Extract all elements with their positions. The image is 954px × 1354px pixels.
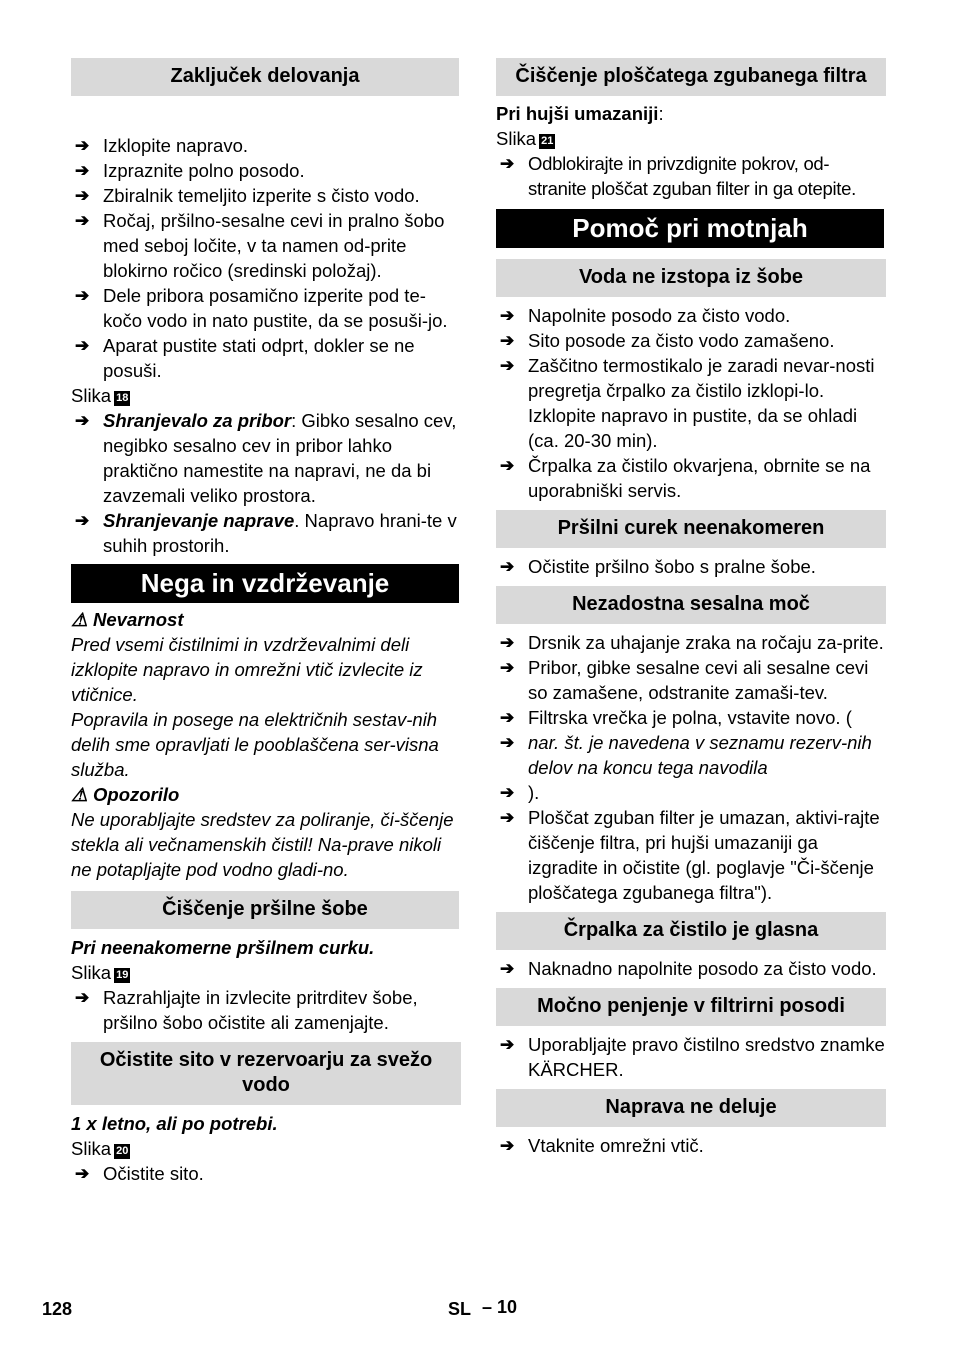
section-heading-sieve: Očistite sito v rezervoarju za svežo vodo [71, 1042, 461, 1105]
arrow-right-icon: ➔ [75, 186, 90, 205]
condition-text: Pri neenakomerne pršilnem curku. [71, 937, 375, 958]
figure-ref: Slika 18 [71, 385, 129, 406]
list-item: ➔ Filtrska vrečka je polna, vstavite novo. ( [500, 707, 852, 728]
list-item: ➔ Očistite sito. [75, 1163, 204, 1184]
list-item: ➔ Uporabljajte pravo čistilno sredstvo znamke KÄRCHER. [500, 1034, 885, 1080]
arrow-right-icon: ➔ [500, 456, 515, 475]
section-heading-pump: Črpalka za čistilo je glasna [496, 912, 886, 950]
section-heading-nozzle: Čiščenje pršilne šobe [71, 891, 459, 929]
list-item: ➔ Očistite pršilno šobo s pralne šobe. [500, 556, 816, 577]
arrow-right-icon: ➔ [500, 633, 515, 652]
list-item: ➔ Drsnik za uhajanje zraka na ročaju za-prite. [500, 632, 884, 653]
arrow-right-icon: ➔ [500, 708, 515, 727]
list-item: ➔ Razrahljajte in izvlecite pritrditev šobe, pršilno šobo očistite ali zamenjajte. [75, 987, 418, 1033]
chapter-heading-maintenance: Nega in vzdrževanje [71, 564, 459, 603]
arrow-right-icon: ➔ [500, 356, 515, 375]
section-heading-not-working: Naprava ne deluje [496, 1089, 886, 1127]
language-code: SL [448, 1299, 472, 1319]
section-heading-no-water: Voda ne izstopa iz šobe [496, 259, 886, 297]
section-heading-shutdown: Zaključek delovanja [71, 58, 459, 96]
list-item: ➔ Ročaj, pršilno-sesalne cevi in pralno šobo med seboj ločite, v ta namen od-prite blokirno ročico (sredinski položaj). [75, 210, 445, 281]
list-item: ➔ Napolnite posodo za čisto vodo. [500, 305, 791, 326]
arrow-right-icon: ➔ [500, 557, 515, 576]
list-item: ➔ Ploščat zguban filter je umazan, aktivi-rajte čiščenje filtra, pri hujši umazaniji ga izgradite in očistite (gl. poglavje "Či-ščenje ploščatega zgubanega filtra"). [500, 807, 880, 903]
arrow-right-icon: ➔ [75, 1164, 90, 1183]
arrow-right-icon: ➔ [500, 733, 515, 752]
figure-number-badge: 21 [541, 135, 554, 147]
danger-heading: ⚠ Nevarnost [71, 609, 184, 630]
list-item: ➔ Shranjevalo za pribor: Gibko sesalno cev, negibko sesalno cev in pribor lahko praktično namestite na napravi, ne da bi zavzemali veliko prostora. [75, 410, 457, 506]
list-item: ➔ Zbiralnik temeljito izperite s čisto vodo. [75, 185, 420, 206]
figure-ref: Slika 19 [71, 962, 129, 983]
arrow-right-icon: ➔ [500, 658, 515, 677]
list-item: ➔ Naknadno napolnite posodo za čisto vodo. [500, 958, 877, 979]
arrow-right-icon: ➔ [75, 161, 90, 180]
list-item: ➔ Vtaknite omrežni vtič. [500, 1135, 704, 1156]
list-item: ➔ Izklopite napravo. [75, 135, 249, 156]
figure-number-badge: 20 [116, 1145, 129, 1157]
figure-ref: Slika 20 [71, 1138, 129, 1159]
arrow-right-icon: ➔ [75, 211, 90, 230]
section-heading-suction: Nezadostna sesalna moč [496, 586, 886, 624]
list-item: ➔ Sito posode za čisto vodo zamašeno. [500, 330, 835, 351]
arrow-right-icon: ➔ [500, 1136, 515, 1155]
list-item: ➔ Zaščitno termostikalo je zaradi nevar-nosti pregretja črpalko za čistilo izklopi-lo. Izklopite napravo in pustite, da se ohladi (ca. 20-30 min). [500, 355, 875, 451]
right-column [496, 58, 886, 1158]
arrow-right-icon: ➔ [500, 783, 515, 802]
page-number: 128 [42, 1299, 73, 1319]
arrow-right-icon: ➔ [500, 154, 514, 173]
warning-triangle-icon: ⚠ [71, 609, 88, 630]
list-item: ➔ Shranjevanje naprave. Napravo hrani-te v suhih prostorih. [75, 510, 457, 556]
caution-heading: ⚠ Opozorilo [71, 784, 180, 805]
figure-number-badge: 18 [116, 392, 129, 404]
condition-text: 1 x letno, ali po potrebi. [71, 1113, 278, 1134]
list-item: ➔ Pribor, gibke sesalne cevi ali sesalne cevi so zamašene, odstranite zamaši-tev. [500, 657, 869, 703]
arrow-right-icon: ➔ [500, 306, 515, 325]
list-item: ➔ Črpalka za čistilo okvarjena, obrnite se na uporabniški servis. [500, 455, 871, 501]
warning-triangle-icon: ⚠ [71, 784, 88, 805]
danger-text: Popravila in posege na električnih sestav-nih delih sme opravljati le pooblaščena ser-visna služba. [71, 709, 439, 780]
chapter-heading-troubleshooting: Pomoč pri motnjah [496, 209, 884, 248]
section-page-number: – 10 [482, 1297, 518, 1317]
list-item: ➔ nar. št. je navedena v seznamu rezerv-nih delov na koncu tega navodila [500, 732, 872, 778]
arrow-right-icon: ➔ [500, 959, 515, 978]
list-item: ➔ Dele pribora posamično izperite pod te-kočo vodo in nato pustite, da se posuši-jo. [75, 285, 448, 331]
condition-text: Pri hujši umazaniji: [496, 103, 664, 124]
arrow-right-icon: ➔ [75, 511, 90, 530]
section-heading-spray: Pršilni curek neenakomeren [496, 510, 886, 548]
arrow-right-icon: ➔ [500, 808, 515, 827]
arrow-right-icon: ➔ [500, 1035, 515, 1054]
list-item: ➔ Odblokirajte in privzdignite pokrov, od-stranite ploščat zguban filter in ga otepite. [500, 153, 856, 199]
arrow-right-icon: ➔ [75, 286, 90, 305]
arrow-right-icon: ➔ [75, 336, 90, 355]
section-heading-filter: Čiščenje ploščatega zgubanega filtra [496, 58, 886, 96]
arrow-right-icon: ➔ [75, 988, 90, 1007]
figure-ref: Slika 21 [496, 128, 554, 149]
danger-text: Pred vsemi čistilnimi in vzdrževalnimi deli izklopite napravo in omrežni vtič izvlecite iz vtičnice. [71, 634, 423, 705]
caution-text: Ne uporabljajte sredstev za poliranje, či-ščenje stekla ali večnamenskih čistil! Na-prave nikoli ne potapljajte pod vodno gladi-no. [71, 809, 454, 880]
left-column [71, 58, 459, 1186]
list-item: ➔ Aparat pustite stati odprt, dokler se ne posuši. [75, 335, 415, 381]
list-item: ➔ Izpraznite polno posodo. [75, 160, 305, 181]
arrow-right-icon: ➔ [500, 331, 515, 350]
arrow-right-icon: ➔ [75, 136, 90, 155]
section-heading-foam: Močno penjenje v filtrirni posodi [496, 988, 886, 1026]
arrow-right-icon: ➔ [75, 411, 90, 430]
list-item: ➔ ). [500, 782, 540, 803]
figure-number-badge: 19 [116, 969, 129, 981]
